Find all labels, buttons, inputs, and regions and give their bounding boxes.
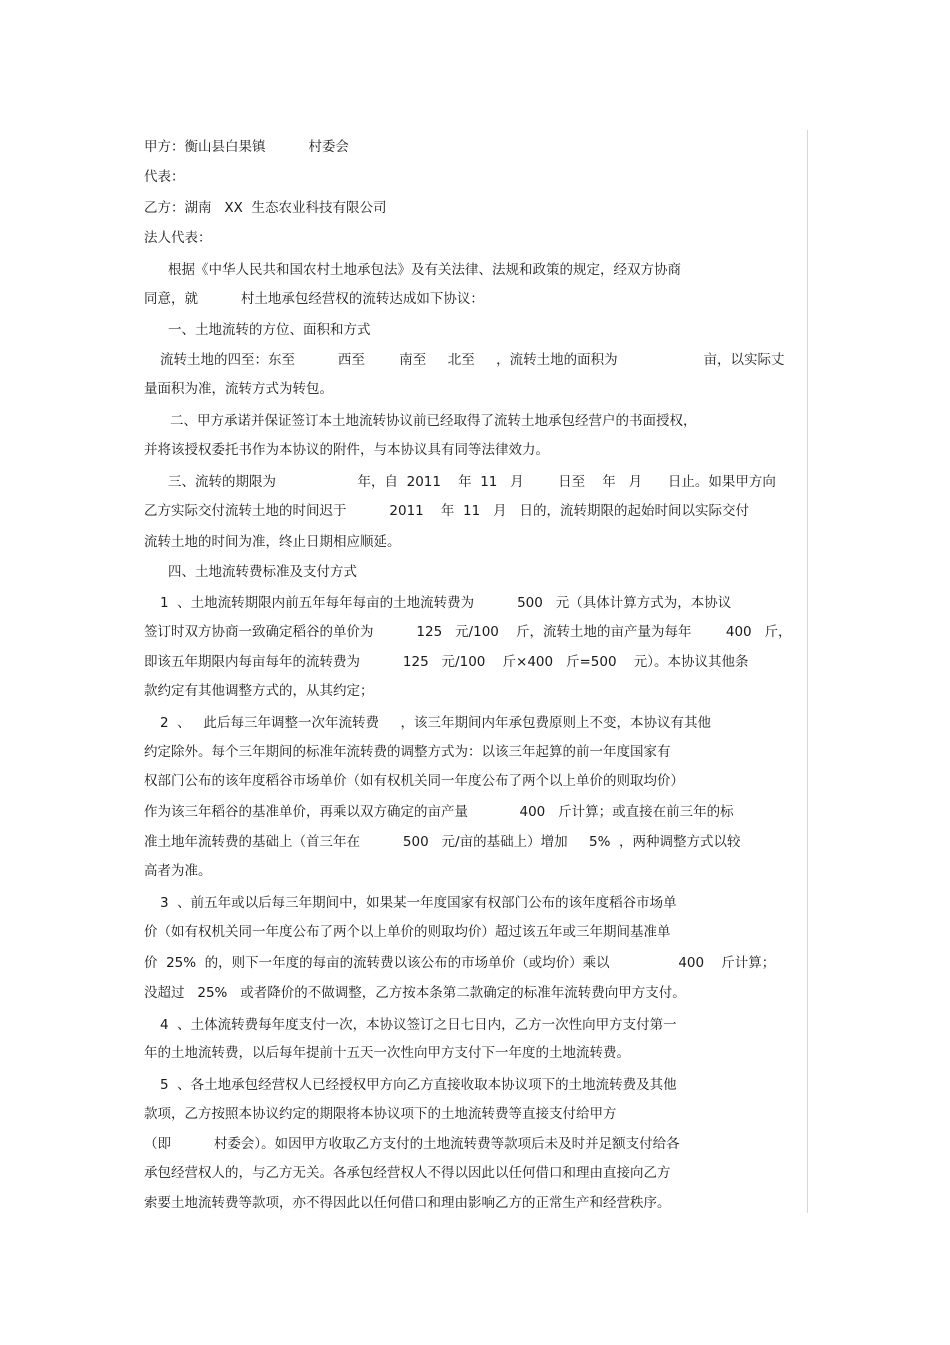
section-3-line-2: 乙方实际交付流转土地的时间迟于 2011 年 11 月 日的，流转期限的起始时间以实际交付	[144, 503, 749, 519]
clause-3-line-2: 价（如有权机关同一年度公布了两个以上单价的则取均价）超过该五年或三年期间基准单	[144, 924, 671, 940]
clause-2-line-3: 权部门公布的该年度稻谷市场单价（如有权机关同一年度公布了两个以上单价的则取均价）	[144, 773, 684, 789]
section-1-heading: 一、土地流转的方位、面积和方式	[168, 322, 371, 338]
section-1-text-line-2: 量面积为准，流转方式为转包。	[144, 381, 333, 397]
clause-1-line-1: 1 、土地流转期限内前五年每年每亩的土地流转费为 500 元（具体计算方式为，本协议	[160, 595, 732, 611]
clause-2-line-5: 准土地年流转费的基础上（首三年在 500 元/亩的基础上）增加 5% ，两种调整方式以较	[144, 834, 741, 850]
section-2-line-1: 二、甲方承诺并保证签订本土地流转协议前已经取得了流转土地承包经营户的书面授权，	[170, 413, 697, 429]
preamble-line-1: 根据《中华人民共和国农村土地承包法》及有关法律、法规和政策的规定，经双方协商	[168, 262, 681, 278]
clause-2-line-4: 作为该三年稻谷的基准单价，再乘以双方确定的亩产量 400 斤计算；或直接在前三年的标	[144, 804, 734, 820]
clause-3-line-4: 没超过 25% 或者降价的不做调整，乙方按本条第二款确定的标准年流转费向甲方支付。	[144, 985, 686, 1001]
clause-5-line-5: 索要土地流转费等款项，亦不得因此以任何借口和理由影响乙方的正常生产和经营秩序。	[144, 1195, 671, 1211]
party-b-legal-representative-line: 法人代表：	[144, 230, 212, 246]
clause-1-line-3: 即该五年期限内每亩每年的流转费为 125 元/100 斤×400 斤=500 元）。本协议其他条	[144, 654, 749, 670]
clause-1-line-2: 签订时双方协商一致确定稻谷的单价为 125 元/100 斤，流转土地的亩产量为每年 400 斤，	[144, 624, 792, 640]
clause-5-line-3: （即 村委会）。如因甲方收取乙方支付的土地流转费等款项后未及时并足额支付给各	[144, 1136, 680, 1152]
clause-5-line-1: 5 、各土地承包经营权人已经授权甲方向乙方直接收取本协议项下的土地流转费及其他	[160, 1077, 677, 1093]
party-a-representative-line: 代表：	[144, 169, 185, 185]
preamble-line-2: 同意，就 村土地承包经营权的流转达成如下协议：	[144, 291, 484, 307]
clause-2-line-2: 约定除外。每个三年期间的标准年流转费的调整方式为：以该三年起算的前一年度国家有	[144, 744, 671, 760]
clause-3-line-3: 价 25% 的，则下一年度的每亩的流转费以该公布的市场单价（或均价）乘以 400 斤计算；	[144, 955, 776, 971]
section-2-line-2: 并将该授权委托书作为本协议的附件，与本协议具有同等法律效力。	[144, 442, 549, 458]
clause-2-line-1: 2 、 此后每三年调整一次年流转费 ，该三年期间内年承包费原则上不变，本协议有其他	[160, 715, 712, 731]
clause-3-line-1: 3 、前五年或以后每三年期间中，如果某一年度国家有权部门公布的该年度稻谷市场单	[160, 895, 677, 911]
section-3-line-1: 三、流转的期限为 年，自 2011 年 11 月 日至 年 月 日止。如果甲方向	[168, 474, 776, 490]
party-b-line: 乙方：湖南 XX 生态农业科技有限公司	[144, 200, 387, 216]
clause-4-line-2: 年的土地流转费，以后每年提前十五天一次性向甲方支付下一年度的土地流转费。	[144, 1045, 630, 1061]
clause-2-line-6: 高者为准。	[144, 863, 212, 879]
section-3-line-3: 流转土地的时间为准，终止日期相应顺延。	[144, 534, 401, 550]
clause-4-line-1: 4 、土体流转费每年度支付一次，本协议签订之日七日内，乙方一次性向甲方支付第一	[160, 1017, 677, 1033]
clause-5-line-4: 承包经营权人的，与乙方无关。各承包经营权人不得以因此以任何借口和理由直接向乙方	[144, 1165, 671, 1181]
clause-5-line-2: 款项，乙方按照本协议约定的期限将本协议项下的土地流转费等直接支付给甲方	[144, 1106, 617, 1122]
clause-1-line-4: 款约定有其他调整方式的，从其约定；	[144, 683, 374, 699]
section-4-heading: 四、土地流转费标准及支付方式	[168, 564, 357, 580]
party-a-line: 甲方：衡山县白果镇 村委会	[144, 139, 349, 155]
section-1-text-line-1: 流转土地的四至：东至 西至 南至 北至 ，流转土地的面积为 亩，以实际丈	[160, 352, 785, 368]
